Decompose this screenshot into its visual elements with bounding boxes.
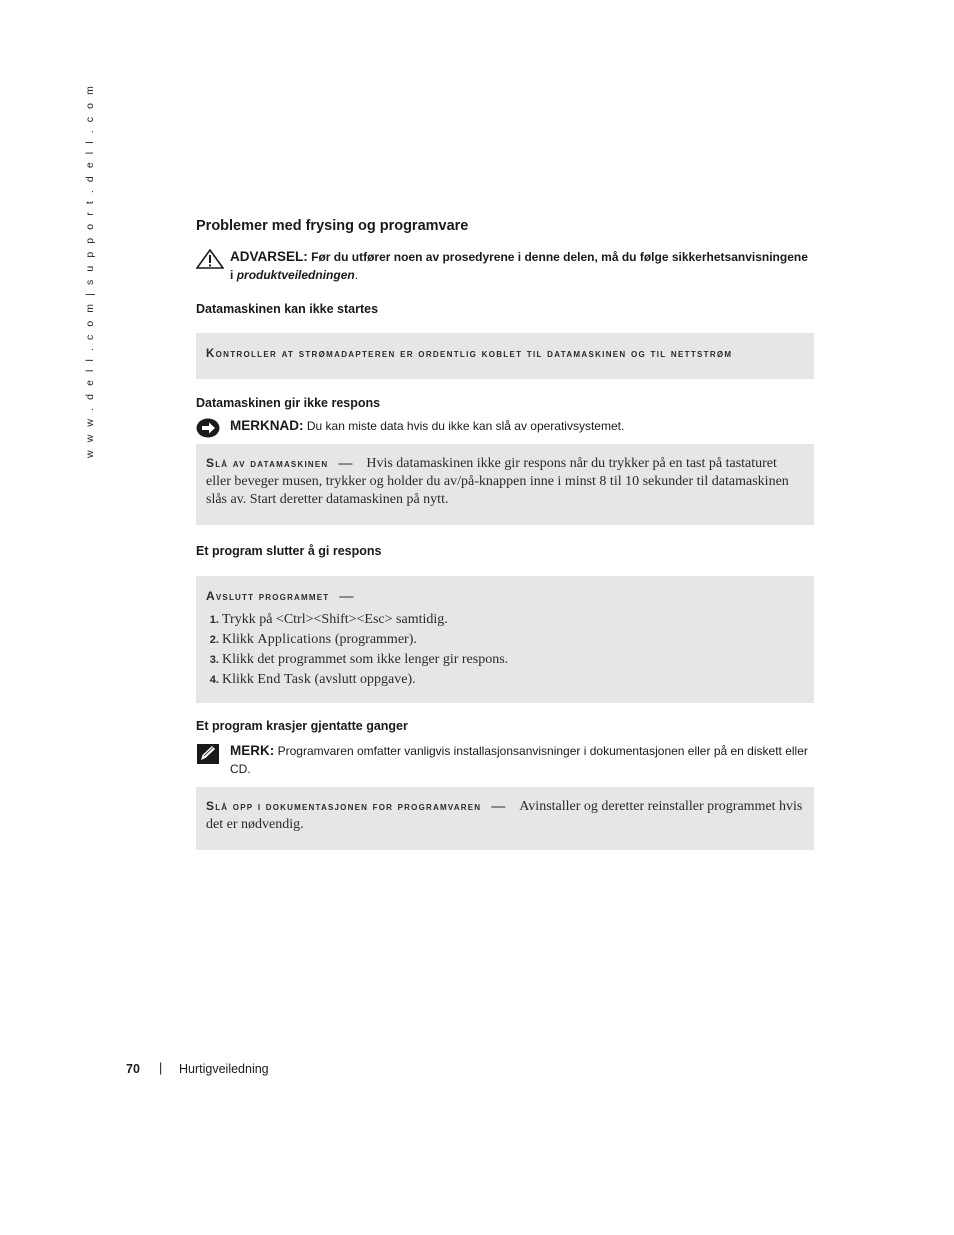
step-item: 3. Klikk det programmet som ikke lenger gir respons. <box>222 650 804 670</box>
ui-term-end-task: End Task <box>257 672 312 687</box>
step-item: 4. Klikk End Task (avslutt oppgave). <box>222 670 804 690</box>
note-pencil-icon <box>196 743 220 770</box>
footer-separator: | <box>159 1061 163 1075</box>
notice-text: Du kan miste data hvis du ikke kan slå av operativsystemet. <box>306 419 625 433</box>
box-shutdown: Slå av datamaskinen — Hvis datamaskinen ikke gir respons når du trykker på en tast på tastaturet eller beveger musen, trykker og holder du av/på-knappen inne i minst 8 til 10 sekunder til datamaskinen slås av. Start deretter datamaskinen på nytt. <box>196 444 814 525</box>
main-content <box>196 218 814 850</box>
note-install <box>196 742 814 778</box>
box-end-program: Avslutt programmet — 1. Trykk på <Ctrl><Shift><Esc> samtidig. 2. Klikk Applications (programmer). 3. Klikk det programmet som ikke lenger gir respons. 4. Klikk End Task (avslutt oppgave). <box>196 576 814 703</box>
box-documentation: Slå opp i dokumentasjonen for programvaren — Avinstaller og deretter reinstaller programmet hvis det er nødvendig. <box>196 787 814 850</box>
heading-program-stops: Et program slutter å gi respons <box>196 544 382 558</box>
notice-arrow-icon <box>196 418 220 443</box>
footer-title: Hurtigveiledning <box>179 1062 269 1076</box>
heading-program-crashes: Et program krasjer gjentatte ganger <box>196 719 408 733</box>
note-lead: MERK: <box>230 743 275 758</box>
side-url: w w w . d e l l . c o m | s u p p o r t . d e l l . c o m <box>84 83 96 458</box>
section-title: Problemer med frysing og programvare <box>196 218 469 234</box>
heading-cannot-start: Datamaskinen kan ikke startes <box>196 302 379 316</box>
warning-notice <box>196 248 814 284</box>
notice-data-loss <box>196 417 814 435</box>
warning-end: . <box>354 268 359 282</box>
ui-term-applications: Applications <box>257 632 332 647</box>
box-end-program-title: Avslutt programmet <box>206 589 330 603</box>
heading-not-responding: Datamaskinen gir ikke respons <box>196 396 381 410</box>
warning-italic: produktveiledningen <box>236 268 355 282</box>
box-shutdown-text: Hvis datamaskinen ikke gir respons når du trykker på en tast på tastaturet eller beveger musen, trykker og holder du av/på-knappen inne i minst 8 til 10 sekunder til datamaskinen slås av. Start deretter datamaskinen på nytt. <box>206 456 789 507</box>
steps-list <box>206 610 804 690</box>
box-shutdown-title: Slå av datamaskinen <box>206 456 329 470</box>
warning-triangle-icon <box>196 249 224 274</box>
note-text: Programvaren omfatter vanligvis installasjonsanvisninger i dokumentasjonen eller på en diskett eller CD. <box>230 744 808 776</box>
step-item: 2. Klikk Applications (programmer). <box>222 630 804 650</box>
box-check-adapter-title: Kontroller at strømadapteren er ordentlig koblet til datamaskinen og til nettstrøm <box>206 348 733 360</box>
box-documentation-text: Avinstaller og deretter reinstaller programmet hvis det er nødvendig. <box>206 799 803 832</box>
warning-text: Før du utfører noen av prosedyrene i denne delen, må du følge sikkerhetsanvisningene i <box>230 250 808 282</box>
page-number: 70 <box>126 1062 140 1076</box>
box-check-adapter <box>196 333 814 379</box>
step-item: 1. Trykk på <Ctrl><Shift><Esc> samtidig. <box>222 610 804 630</box>
notice-lead: MERKNAD: <box>230 418 304 433</box>
warning-lead: ADVARSEL: <box>230 249 308 264</box>
page-footer <box>126 1061 269 1076</box>
box-documentation-title: Slå opp i dokumentasjonen for programvaren <box>206 799 482 813</box>
